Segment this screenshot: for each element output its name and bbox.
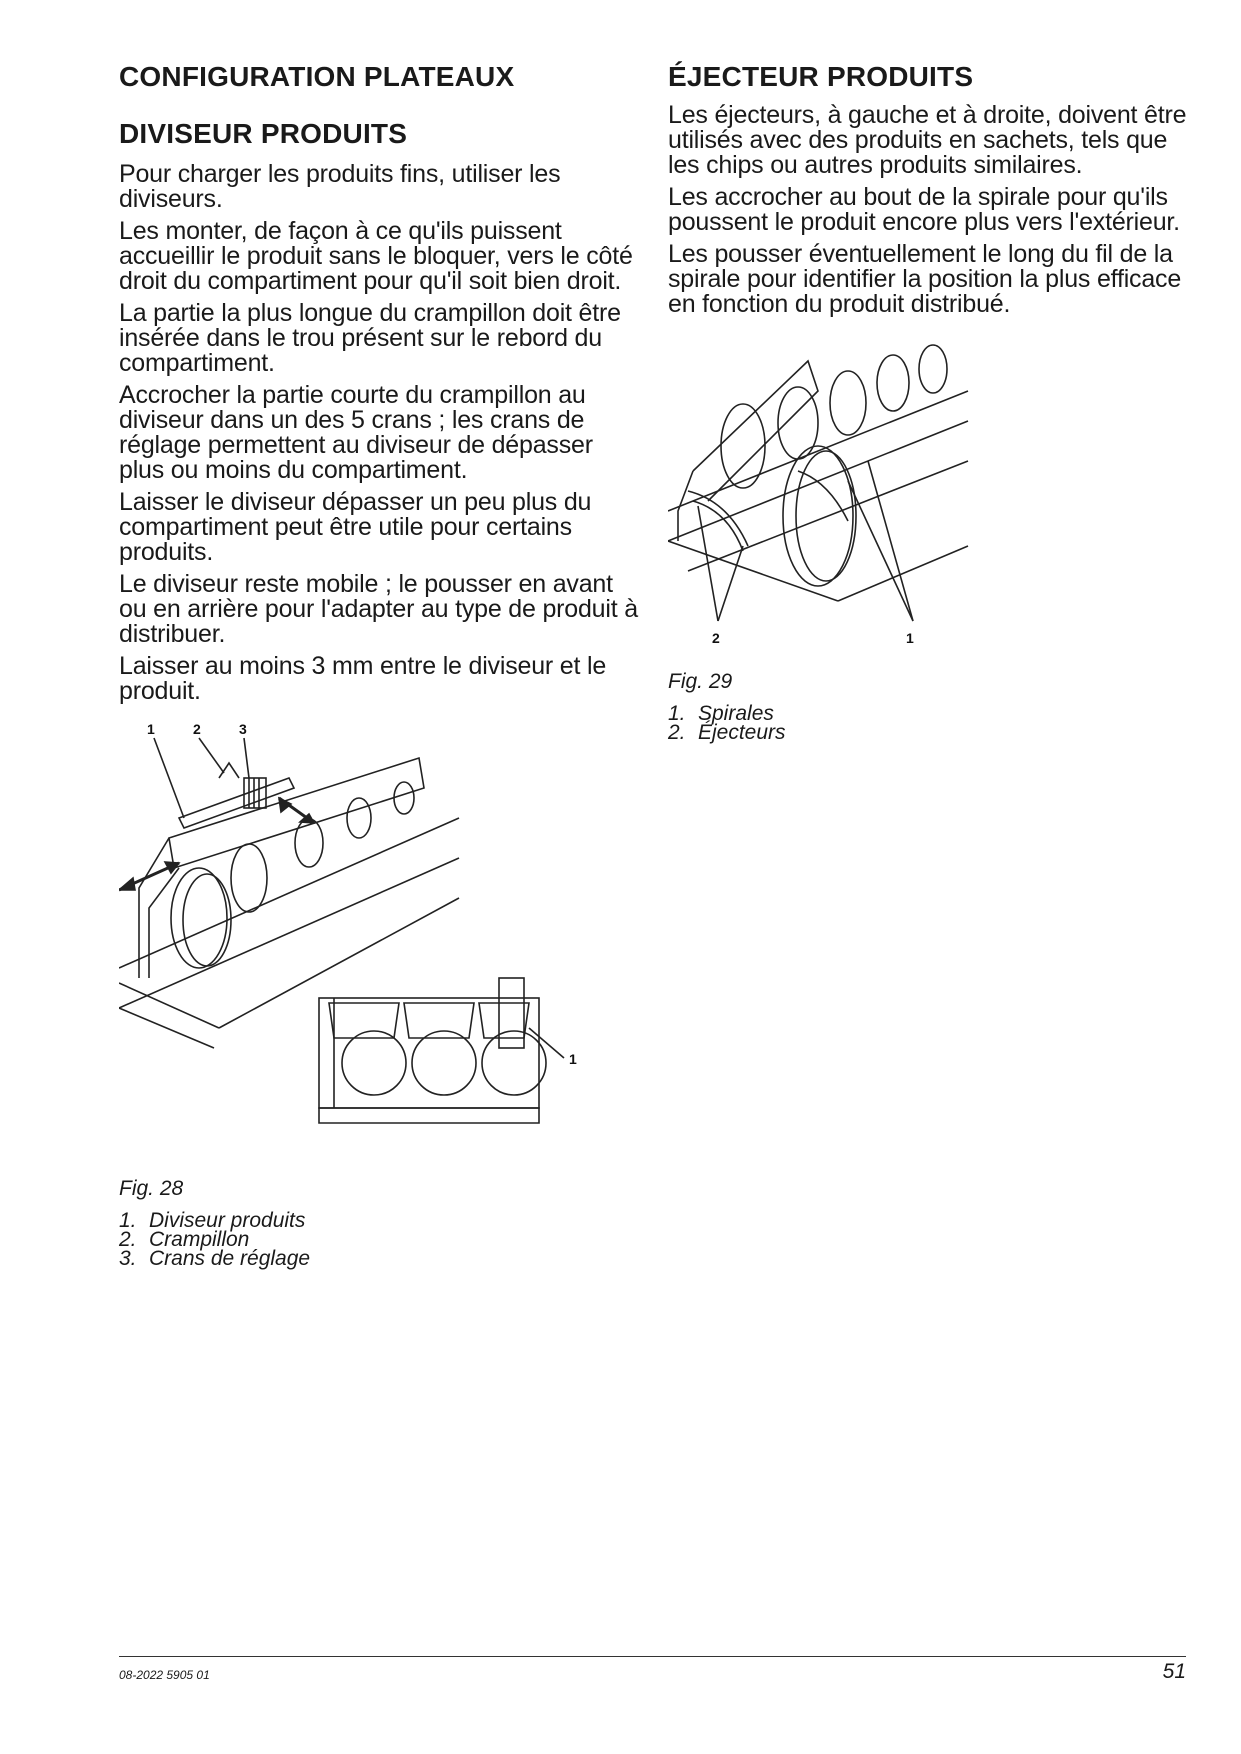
left-column — [119, 62, 639, 1268]
section-title: ÉJECTEUR PRODUITS — [668, 61, 974, 92]
legend-item: 1. Diviseur produits — [119, 1208, 306, 1232]
paragraph: Laisser au moins 3 mm entre le diviseur et le produit. — [119, 651, 607, 705]
paragraph: Laisser le diviseur dépasser un peu plus du compartiment peut être utile pour certains produits. — [119, 487, 592, 566]
footer-divider — [119, 1656, 1186, 1657]
callout-3: 3 — [239, 720, 247, 737]
paragraph: La partie la plus longue du crampillon doit être insérée dans le trou présent sur le rebord du compartiment. — [119, 298, 621, 377]
inset-callout-1: 1 — [569, 1050, 577, 1067]
figure-legend — [119, 1208, 639, 1270]
paragraph: Les accrocher au bout de la spirale pour qu'ils poussent le produit encore plus vers l'extérieur. — [668, 182, 1180, 236]
callout-2: 2 — [193, 720, 201, 737]
figure-legend — [668, 701, 1188, 744]
legend-item: 3. Crans de réglage — [119, 1246, 311, 1270]
figure-caption: Fig. 29 — [668, 669, 733, 693]
callout-1: 1 — [147, 720, 155, 737]
legend-item: 2. Crampillon — [119, 1227, 250, 1251]
ejector-illustration — [668, 331, 1008, 651]
paragraph: Accrocher la partie courte du crampillon au diviseur dans un des 5 crans ; les crans de réglage permettent au diviseur de dépasser plus ou moins du compartiment. — [119, 380, 593, 484]
legend-item: 2. Éjecteurs — [668, 720, 786, 744]
paragraph: Pour charger les produits fins, utiliser les diviseurs. — [119, 159, 561, 213]
paragraph: Les pousser éventuellement le long du fil de la spirale pour identifier la position la plus efficace en fonction du produit distribué. — [668, 239, 1182, 318]
paragraph: Le diviseur reste mobile ; le pousser en avant ou en arrière pour l'adapter au type de produit à distribuer. — [119, 569, 638, 648]
document-code: 08-2022 5905 01 — [119, 1668, 210, 1682]
legend-item: 1. Spirales — [668, 701, 774, 725]
callout-1: 1 — [906, 629, 914, 646]
figure-29 — [668, 331, 1188, 742]
page-number: 51 — [1162, 1660, 1186, 1683]
callout-2: 2 — [712, 629, 720, 646]
paragraph: Les monter, de façon à ce qu'ils puissent accueillir le produit sans le bloquer, vers le côté droit du compartiment pour qu'il soit bien droit. — [119, 216, 633, 295]
divider-illustration — [119, 718, 639, 1158]
right-column — [668, 62, 1188, 742]
subsection-title: DIVISEUR PRODUITS — [119, 117, 408, 149]
section-title: CONFIGURATION PLATEAUX — [119, 61, 515, 92]
figure-28 — [119, 718, 639, 1268]
paragraph: Les éjecteurs, à gauche et à droite, doivent être utilisés avec des produits en sachets, tels que les chips ou autres produits similaires. — [668, 100, 1187, 179]
figure-caption: Fig. 28 — [119, 1176, 184, 1200]
